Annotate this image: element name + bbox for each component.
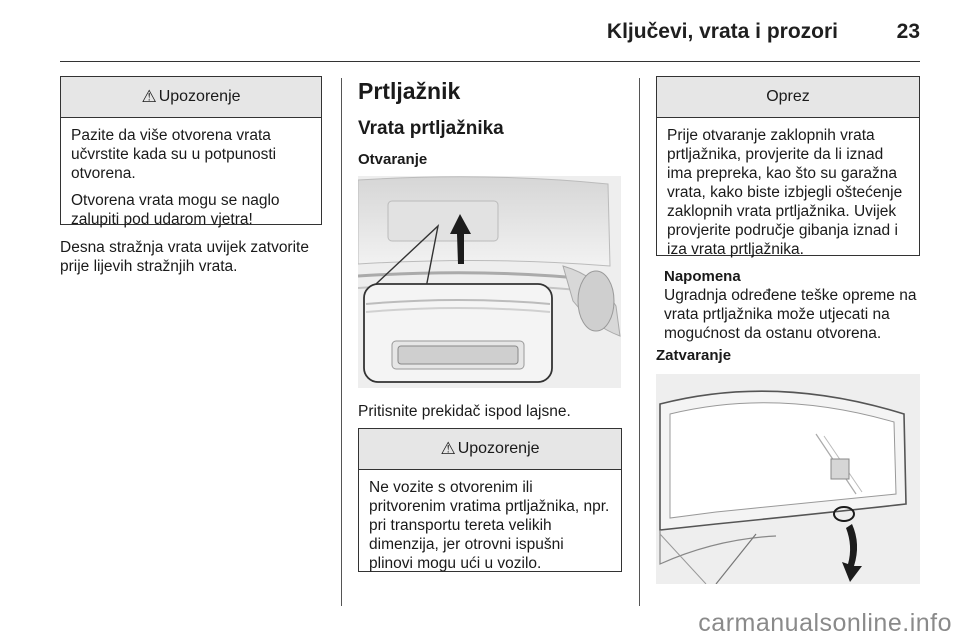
warning-box-tailgate [358, 428, 622, 572]
column-divider-right [639, 78, 640, 606]
caution-box [656, 76, 920, 256]
tailgate-closing-drawing [656, 374, 920, 584]
warning-box-body [359, 470, 621, 587]
caution-box-heading: Oprez [657, 77, 919, 118]
warning-triangle-icon: ⚠ [440, 439, 456, 458]
opening-heading: Otvaranje [358, 151, 428, 168]
header-divider [60, 61, 920, 62]
page-header [0, 0, 960, 62]
chapter-title: Ključevi, vrata i prozori [606, 20, 838, 43]
note-paragraph: Ugradnja određene teške opreme na vrata prtljažnika može utjecati na mogućnost da ostanu otvorena. [664, 287, 917, 342]
tailgate-switch-drawing [358, 176, 621, 388]
caution-box-body [657, 118, 919, 273]
watermark: carmanualsonline.info [698, 609, 952, 637]
page-number: 23 [896, 20, 920, 43]
warning-heading-label: Upozorenje [158, 88, 241, 105]
subsection-title: Vrata prtljažnika [358, 118, 504, 139]
warning-box-doors [60, 76, 322, 228]
warning-box-heading [359, 429, 621, 470]
closing-heading: Zatvaranje [656, 347, 732, 364]
warning-box-heading [61, 77, 321, 118]
rear-doors-paragraph: Desna stražnja vrata uvijek zatvorite prije lijevih stražnjih vrata. [60, 239, 309, 275]
note-heading: Napomena [664, 268, 741, 285]
tailgate-closing-illustration [656, 374, 920, 584]
warning-paragraph-2: Otvorena vrata mogu se naglo zalupiti pod udarom vjetra! [71, 192, 280, 228]
section-title: Prtljažnik [358, 78, 461, 104]
column-divider-left [341, 78, 342, 606]
caution-paragraph: Prije otvaranje zaklopnih vrata prtljažnika, provjerite da li iznad ima prepreka, kao što su garažna vrata, kako biste izbjegli oštećenje zaklopnih vrata prtljažnika. Uvijek provjerite područje gibanja iznad i iza vrata prtljažnika. [667, 127, 903, 258]
switch-instruction: Pritisnite prekidač ispod lajsne. [358, 403, 571, 420]
warning-box-body [61, 118, 321, 243]
tailgate-switch-illustration [358, 176, 621, 388]
warning-paragraph-1: Pazite da više otvorena vrata učvrstite kada su u potpunosti otvorena. [71, 127, 277, 182]
warning-heading-label: Upozorenje [457, 440, 540, 457]
warning-paragraph: Ne vozite s otvorenim ili pritvorenim vratima prtljažnika, npr. pri transportu tereta velikih dimenzija, jer otrovni ispušni plinovi mogu ući u vozilo. [369, 479, 610, 572]
warning-triangle-icon: ⚠ [141, 87, 157, 106]
